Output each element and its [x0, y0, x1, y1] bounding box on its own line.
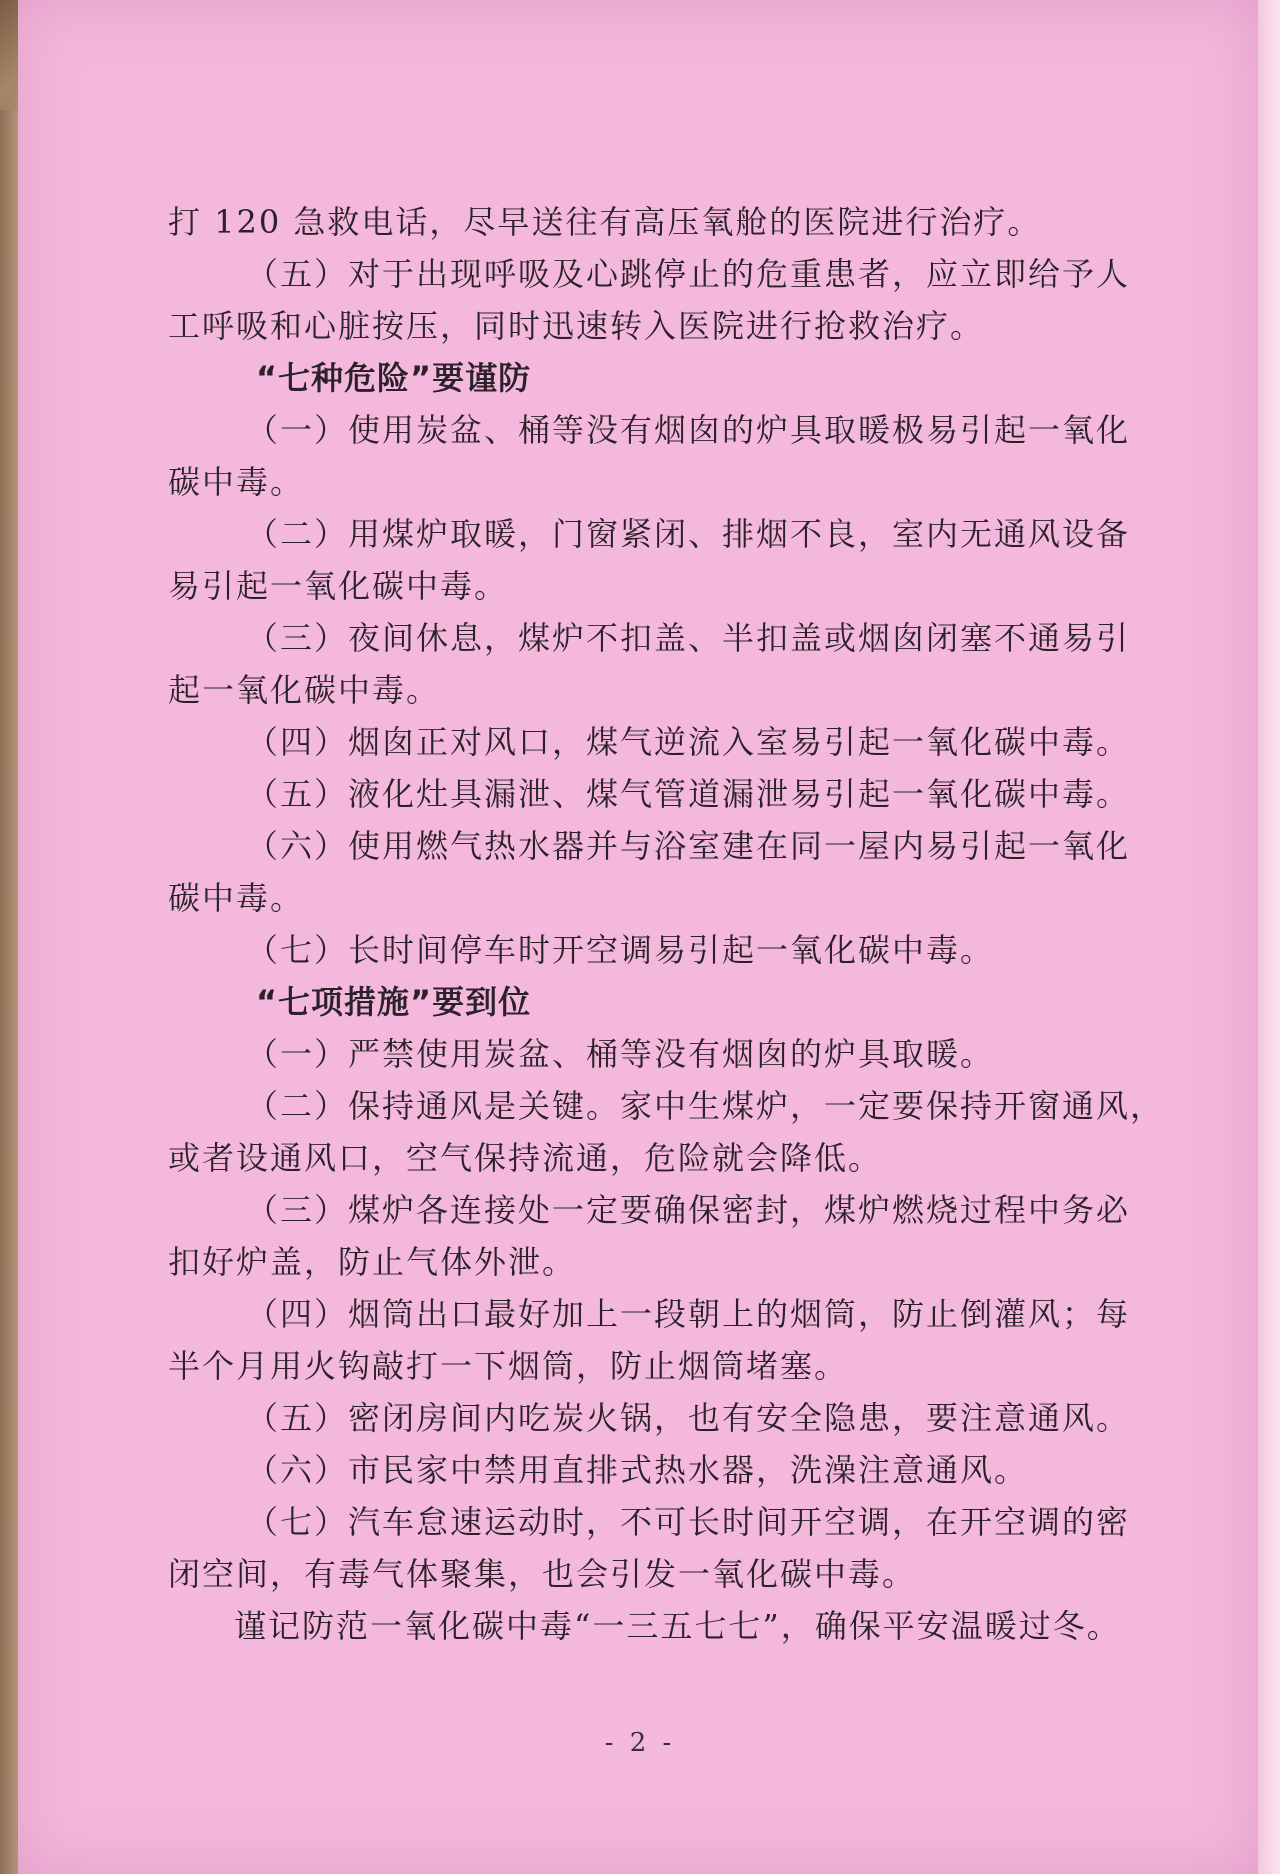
text-line: 碳中毒。 — [168, 879, 305, 917]
text-line: 碳中毒。 — [168, 463, 305, 501]
text-line: 起一氧化碳中毒。 — [168, 671, 441, 709]
text-line: （五）对于出现呼吸及心跳停止的危重患者，应立即给予人 — [246, 255, 1131, 293]
text-line: 打 120 急救电话，尽早送往有高压氧舱的医院进行治疗。 — [168, 203, 1042, 241]
text-line: （三）煤炉各连接处一定要确保密封，煤炉燃烧过程中务必 — [246, 1191, 1131, 1229]
text-line: 易引起一氧化碳中毒。 — [168, 567, 509, 605]
background-right-edge — [1258, 0, 1280, 1874]
page-number: - 2 - — [604, 1728, 676, 1758]
text-line: 扣好炉盖，防止气体外泄。 — [168, 1243, 577, 1281]
section-heading-dangers: “七种危险”要谨防 — [256, 359, 532, 397]
text-line: （二）用煤炉取暖，门窗紧闭、排烟不良，室内无通风设备 — [246, 515, 1131, 553]
text-line: （四）烟囱正对风口，煤气逆流入室易引起一氧化碳中毒。 — [246, 723, 1131, 761]
document-body — [168, 196, 1165, 1652]
text-line: 工呼吸和心脏按压，同时迅速转入医院进行抢救治疗。 — [168, 307, 985, 345]
text-line: 或者设通风口，空气保持流通，危险就会降低。 — [168, 1139, 883, 1177]
text-line: （五）液化灶具漏泄、煤气管道漏泄易引起一氧化碳中毒。 — [246, 775, 1131, 813]
text-line: （二）保持通风是关键。家中生煤炉，一定要保持开窗通风， — [246, 1087, 1165, 1125]
text-line: （一）严禁使用炭盆、桶等没有烟囱的炉具取暖。 — [246, 1035, 995, 1073]
text-line: （三）夜间休息，煤炉不扣盖、半扣盖或烟囱闭塞不通易引 — [246, 619, 1131, 657]
text-line: （一）使用炭盆、桶等没有烟囱的炉具取暖极易引起一氧化 — [246, 411, 1131, 449]
text-line: 闭空间，有毒气体聚集，也会引发一氧化碳中毒。 — [168, 1555, 917, 1593]
text-line: （七）汽车怠速运动时，不可长时间开空调，在开空调的密 — [246, 1503, 1131, 1541]
text-line: （七）长时间停车时开空调易引起一氧化碳中毒。 — [246, 931, 995, 969]
text-line: （六）市民家中禁用直排式热水器，洗澡注意通风。 — [246, 1451, 1029, 1489]
text-line: （五）密闭房间内吃炭火锅，也有安全隐患，要注意通风。 — [246, 1399, 1131, 1437]
closing-line: 谨记防范一氧化碳中毒“一三五七七”，确保平安温暖过冬。 — [234, 1607, 1121, 1645]
text-line: （四）烟筒出口最好加上一段朝上的烟筒，防止倒灌风；每 — [246, 1295, 1131, 1333]
text-line: 半个月用火钩敲打一下烟筒，防止烟筒堵塞。 — [168, 1347, 849, 1385]
section-heading-measures: “七项措施”要到位 — [256, 983, 532, 1021]
text-line: （六）使用燃气热水器并与浴室建在同一屋内易引起一氧化 — [246, 827, 1131, 865]
